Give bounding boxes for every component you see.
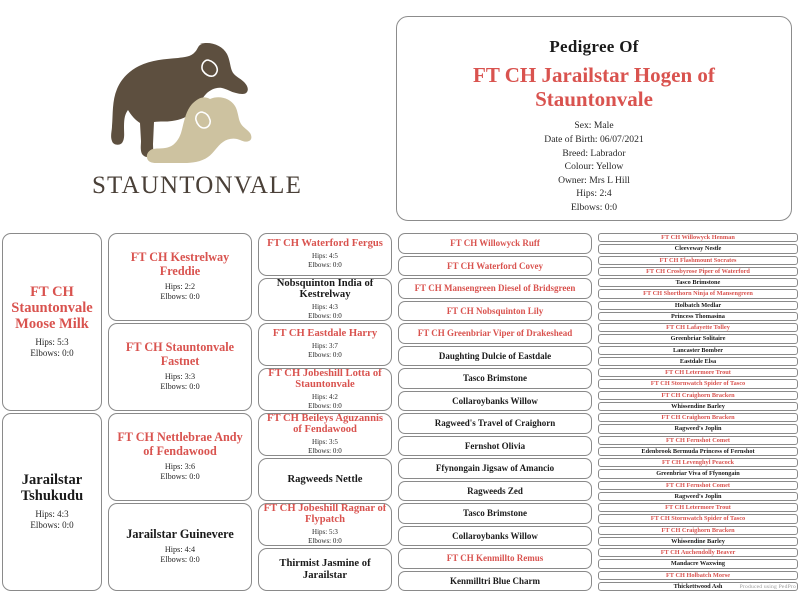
pedigree-cell[interactable] bbox=[598, 368, 798, 377]
pedigree-cell-name: Whissendine Barley bbox=[671, 537, 725, 545]
pedigree-cell-name: FT CH Kenmillto Remus bbox=[446, 553, 544, 564]
subject-dog-name: FT CH Jarailstar Hogen of Stauntonvale bbox=[473, 63, 715, 112]
pedigree-cell-health bbox=[160, 282, 199, 303]
hips-score: Hips: 4:5 bbox=[312, 252, 338, 261]
pedigree-cell-health bbox=[30, 337, 73, 360]
pedigree-cell[interactable] bbox=[398, 571, 592, 592]
pedigree-cell-name: FT CH Letermore Trout bbox=[665, 504, 731, 512]
pedigree-cell[interactable] bbox=[398, 256, 592, 277]
pedigree-cell[interactable] bbox=[598, 278, 798, 287]
pedigree-cell[interactable] bbox=[598, 514, 798, 523]
header bbox=[0, 0, 800, 232]
pedigree-cell-name: Jarailstar Guinevere bbox=[126, 527, 234, 542]
pedigree-cell-name: Kenmilltri Blue Charm bbox=[450, 575, 540, 586]
pedigree-cell-name: FT CH Stornwatch Spider of Tasco bbox=[650, 515, 746, 523]
pedigree-cell-name: Nobsquinton India of Kestrelway bbox=[276, 278, 374, 301]
pedigree-cell-name: FT CH Stauntonvale Fastnet bbox=[125, 340, 235, 368]
pedigree-cell[interactable] bbox=[398, 368, 592, 389]
pedigree-cell[interactable] bbox=[598, 571, 798, 580]
pedigree-cell-name: Lancaster Bomber bbox=[672, 346, 724, 354]
pedigree-cell[interactable] bbox=[598, 424, 798, 433]
pedigree-cell-name: Tasco Brimstone bbox=[463, 508, 527, 519]
pedigree-cell[interactable] bbox=[108, 503, 252, 591]
pedigree-cell[interactable] bbox=[258, 233, 392, 276]
pedigree-cell[interactable] bbox=[398, 323, 592, 344]
pedigree-cell[interactable] bbox=[108, 233, 252, 321]
elbows-score: Elbows: 0:0 bbox=[160, 382, 200, 392]
pedigree-cell[interactable] bbox=[598, 526, 798, 535]
pedigree-cell[interactable] bbox=[598, 391, 798, 400]
subject-detail-line: Colour: Yellow bbox=[564, 161, 624, 173]
pedigree-cell-health bbox=[160, 545, 199, 566]
pedigree-cell-name: FT CH Mansengreen Diesel of Bridsgreen bbox=[414, 283, 576, 294]
elbows-score: Elbows: 0:0 bbox=[308, 537, 342, 546]
pedigree-cell-health bbox=[308, 342, 342, 360]
pedigree-cell[interactable] bbox=[398, 526, 592, 547]
pedigree-cell[interactable] bbox=[598, 481, 798, 490]
producer-credit: Produced using PedPro bbox=[739, 584, 796, 590]
pedigree-cell-health bbox=[308, 303, 342, 321]
generation-3-column bbox=[256, 232, 394, 592]
hips-score: Hips: 3:3 bbox=[164, 371, 196, 381]
pedigree-cell[interactable] bbox=[398, 458, 592, 479]
pedigree-cell-name: Fernshot Olivia bbox=[464, 440, 526, 451]
pedigree-cell-name: FT CH Fernshot Comet bbox=[665, 481, 731, 489]
pedigree-cell-name: Tasco Brimstone bbox=[463, 373, 527, 384]
pedigree-cell[interactable] bbox=[598, 458, 798, 467]
hips-score: Hips: 4:3 bbox=[312, 303, 338, 312]
pedigree-cell-name: Tasco Brimstone bbox=[675, 279, 721, 287]
pedigree-cell[interactable] bbox=[598, 233, 798, 242]
elbows-score: Elbows: 0:0 bbox=[30, 348, 74, 359]
two-labrador-dogs-silhouette-icon bbox=[82, 36, 312, 176]
pedigree-cell-health bbox=[160, 462, 199, 483]
hips-score: Hips: 4:2 bbox=[312, 393, 338, 402]
pedigree-cell-name: FT CH Shorthorn Ninja of Mansengreen bbox=[643, 290, 753, 298]
pedigree-cell-name: FT CH Greenbriar Viper of Drakeshead bbox=[417, 328, 573, 339]
pedigree-cell[interactable] bbox=[598, 334, 798, 343]
hips-score: Hips: 3:7 bbox=[312, 342, 338, 351]
elbows-score: Elbows: 0:0 bbox=[308, 261, 342, 270]
pedigree-cell-health bbox=[308, 393, 342, 411]
hips-score: Hips: 3:6 bbox=[164, 461, 196, 471]
pedigree-cell-name: FT CH Beileys Aguzannis of Fendawood bbox=[266, 413, 384, 436]
subject-details bbox=[544, 119, 643, 214]
pedigree-cell-name: FT CH Kestrelway Freddie bbox=[130, 250, 230, 278]
pedigree-cell[interactable] bbox=[258, 458, 392, 501]
pedigree-cell[interactable] bbox=[258, 323, 392, 366]
elbows-score: Elbows: 0:0 bbox=[308, 402, 342, 411]
pedigree-cell[interactable] bbox=[398, 481, 592, 502]
pedigree-cell[interactable] bbox=[108, 413, 252, 501]
subject-detail-line: Owner: Mrs L Hill bbox=[558, 174, 630, 186]
pedigree-cell-name: Edenbrook Bermuda Princess of Fernshot bbox=[641, 447, 755, 455]
pedigree-cell-health bbox=[308, 252, 342, 270]
subject-detail-line: Elbows: 0:0 bbox=[570, 201, 618, 213]
generation-4-column bbox=[396, 232, 594, 592]
pedigree-cell-name: Collaroybanks Willow bbox=[452, 530, 538, 541]
pedigree-cell[interactable] bbox=[598, 492, 798, 501]
pedigree-cell-name: Ragweed's Joplin bbox=[674, 492, 722, 500]
subject-detail-line: Hips: 2:4 bbox=[576, 188, 612, 200]
pedigree-cell[interactable] bbox=[598, 346, 798, 355]
pedigree-cell-health bbox=[308, 528, 342, 546]
pedigree-cell-name: FT CH Craighorn Bracken bbox=[661, 526, 735, 534]
pedigree-cell[interactable] bbox=[598, 469, 798, 478]
subject-detail-line: Breed: Labrador bbox=[562, 147, 626, 159]
pedigree-cell-name: Greenbriar Viva of Ffynongain bbox=[656, 470, 740, 478]
pedigree-cell-name: FT CH Lafayette Tolley bbox=[666, 324, 730, 332]
pedigree-chart bbox=[0, 232, 800, 592]
pedigree-cell-name: Ragweed's Travel of Craighorn bbox=[434, 418, 556, 429]
pedigree-cell[interactable] bbox=[598, 267, 798, 276]
pedigree-cell[interactable] bbox=[598, 402, 798, 411]
pedigree-cell[interactable] bbox=[598, 447, 798, 456]
pedigree-cell[interactable] bbox=[398, 301, 592, 322]
pedigree-cell-name: Whissendine Barley bbox=[671, 402, 725, 410]
pedigree-cell[interactable] bbox=[398, 346, 592, 367]
pedigree-cell[interactable] bbox=[598, 301, 798, 310]
pedigree-cell[interactable] bbox=[258, 413, 392, 456]
pedigree-cell-name: FT CH Fernshot Comet bbox=[665, 436, 731, 444]
pedigree-cell-name: FT CH Craighorn Bracken bbox=[661, 414, 735, 422]
pedigree-cell[interactable] bbox=[398, 436, 592, 457]
elbows-score: Elbows: 0:0 bbox=[308, 312, 342, 321]
pedigree-cell-name: FT CH Levenghyl Peacock bbox=[661, 459, 735, 467]
pedigree-cell[interactable] bbox=[598, 379, 798, 388]
logo-wordmark: STAUNTONVALE bbox=[91, 172, 303, 199]
hips-score: Hips: 4:4 bbox=[164, 544, 196, 554]
elbows-score: Elbows: 0:0 bbox=[160, 292, 200, 302]
subject-detail-line: Date of Birth: 06/07/2021 bbox=[544, 133, 644, 145]
pedigree-cell[interactable] bbox=[398, 548, 592, 569]
pedigree-cell[interactable] bbox=[598, 559, 798, 568]
pedigree-cell-name: Mandacre Waxwing bbox=[670, 560, 726, 568]
pedigree-cell[interactable] bbox=[598, 244, 798, 253]
pedigree-cell[interactable] bbox=[258, 278, 392, 321]
pedigree-cell-name: Ffynongain Jigsaw of Amancio bbox=[435, 463, 555, 474]
pedigree-cell[interactable] bbox=[598, 289, 798, 298]
pedigree-cell-name: FT CH Letermore Trout bbox=[665, 369, 731, 377]
pedigree-cell[interactable] bbox=[598, 436, 798, 445]
pedigree-cell-name: FT CH Stornwatch Spider of Tasco bbox=[650, 380, 746, 388]
pedigree-cell-name: FT CH Craighorn Bracken bbox=[661, 391, 735, 399]
generation-5-column bbox=[596, 232, 800, 592]
pedigree-cell-name: Thirmist Jasmine of Jarailstar bbox=[279, 557, 371, 581]
hips-score: Hips: 2:2 bbox=[164, 281, 196, 291]
pedigree-cell[interactable] bbox=[598, 323, 798, 332]
pedigree-cell-name: FT CH Holbatch Morse bbox=[665, 571, 731, 579]
pedigree-cell[interactable] bbox=[598, 537, 798, 546]
pedigree-cell-name: Eastdale Elsa bbox=[679, 357, 717, 365]
generation-1-column bbox=[0, 232, 104, 592]
pedigree-cell[interactable] bbox=[2, 233, 102, 411]
pedigree-title-card bbox=[396, 16, 792, 221]
pedigree-cell-name: FT CH Willowyck Henman bbox=[661, 234, 735, 242]
pedigree-cell-name: Ragweed's Joplin bbox=[674, 425, 722, 433]
pedigree-cell[interactable] bbox=[598, 312, 798, 321]
pedigree-cell-name: FT CH Stauntonvale Moose Milk bbox=[11, 283, 93, 333]
pedigree-cell-name: FT CH Eastdale Harry bbox=[272, 328, 378, 340]
hips-score: Hips: 3:5 bbox=[312, 438, 338, 447]
pedigree-cell[interactable] bbox=[598, 256, 798, 265]
pedigree-cell-name: Princess Thomasina bbox=[671, 312, 725, 320]
pedigree-cell-health bbox=[30, 509, 73, 532]
pedigree-cell-name: FT CH Waterford Fergus bbox=[267, 238, 383, 250]
pedigree-cell-health bbox=[308, 438, 342, 456]
elbows-score: Elbows: 0:0 bbox=[160, 472, 200, 482]
pedigree-cell-name: FT CH Crosbyrose Piper of Waterford bbox=[646, 267, 750, 275]
pedigree-cell[interactable] bbox=[398, 278, 592, 299]
pedigree-cell[interactable] bbox=[258, 503, 392, 546]
pedigree-of-label: Pedigree Of bbox=[549, 37, 639, 56]
pedigree-cell[interactable] bbox=[398, 233, 592, 254]
pedigree-cell[interactable] bbox=[398, 413, 592, 434]
pedigree-cell-name: FT CH Willowyck Ruff bbox=[450, 238, 540, 249]
pedigree-cell[interactable] bbox=[108, 323, 252, 411]
pedigree-cell[interactable] bbox=[2, 413, 102, 591]
elbows-score: Elbows: 0:0 bbox=[160, 555, 200, 565]
pedigree-cell-name: FT CH Nobsquinton Lily bbox=[446, 305, 544, 316]
pedigree-cell[interactable] bbox=[598, 503, 798, 512]
pedigree-cell[interactable] bbox=[598, 548, 798, 557]
elbows-score: Elbows: 0:0 bbox=[308, 447, 342, 456]
pedigree-cell[interactable] bbox=[398, 503, 592, 524]
hips-score: Hips: 5:3 bbox=[312, 528, 338, 537]
pedigree-cell-name: Jarailstar Tshukudu bbox=[20, 472, 84, 505]
pedigree-cell[interactable] bbox=[598, 357, 798, 366]
pedigree-cell-health bbox=[160, 372, 199, 393]
hips-score: Hips: 5:3 bbox=[35, 336, 69, 347]
pedigree-cell-name: FT CH Nettlebrae Andy of Fendawood bbox=[117, 430, 243, 458]
generation-2-column bbox=[106, 232, 254, 592]
pedigree-cell-name: FT CH Flashmount Socrates bbox=[659, 256, 737, 264]
pedigree-cell[interactable] bbox=[258, 548, 392, 591]
pedigree-cell-name: FT CH Jobeshill Ragnar of Flypatch bbox=[263, 503, 387, 526]
pedigree-cell[interactable] bbox=[258, 368, 392, 411]
pedigree-cell-name: Ragweeds Nettle bbox=[287, 473, 363, 485]
pedigree-cell-name: Holbatch Medlar bbox=[674, 301, 722, 309]
pedigree-cell-name: Greenbriar Solitaire bbox=[670, 335, 726, 343]
pedigree-cell-name: Cleeveway Nestle bbox=[674, 245, 722, 253]
pedigree-cell-name: FT CH Jobeshill Lotta of Stauntonvale bbox=[268, 368, 382, 391]
pedigree-cell-name: Thickettwood Ash bbox=[673, 582, 723, 590]
pedigree-cell-name: Collaroybanks Willow bbox=[452, 395, 538, 406]
pedigree-cell-name: FT CH Auchendolly Beaver bbox=[660, 549, 736, 557]
brand-logo bbox=[6, 14, 388, 222]
subject-detail-line: Sex: Male bbox=[574, 120, 614, 132]
pedigree-cell-name: FT CH Waterford Covey bbox=[447, 260, 543, 271]
pedigree-cell[interactable] bbox=[398, 391, 592, 412]
elbows-score: Elbows: 0:0 bbox=[30, 520, 74, 531]
pedigree-cell[interactable] bbox=[598, 413, 798, 422]
pedigree-cell-name: Ragweeds Zed bbox=[467, 485, 523, 496]
hips-score: Hips: 4:3 bbox=[35, 508, 69, 519]
pedigree-cell-name: Daughting Dulcie of Eastdale bbox=[438, 350, 552, 361]
elbows-score: Elbows: 0:0 bbox=[308, 351, 342, 360]
